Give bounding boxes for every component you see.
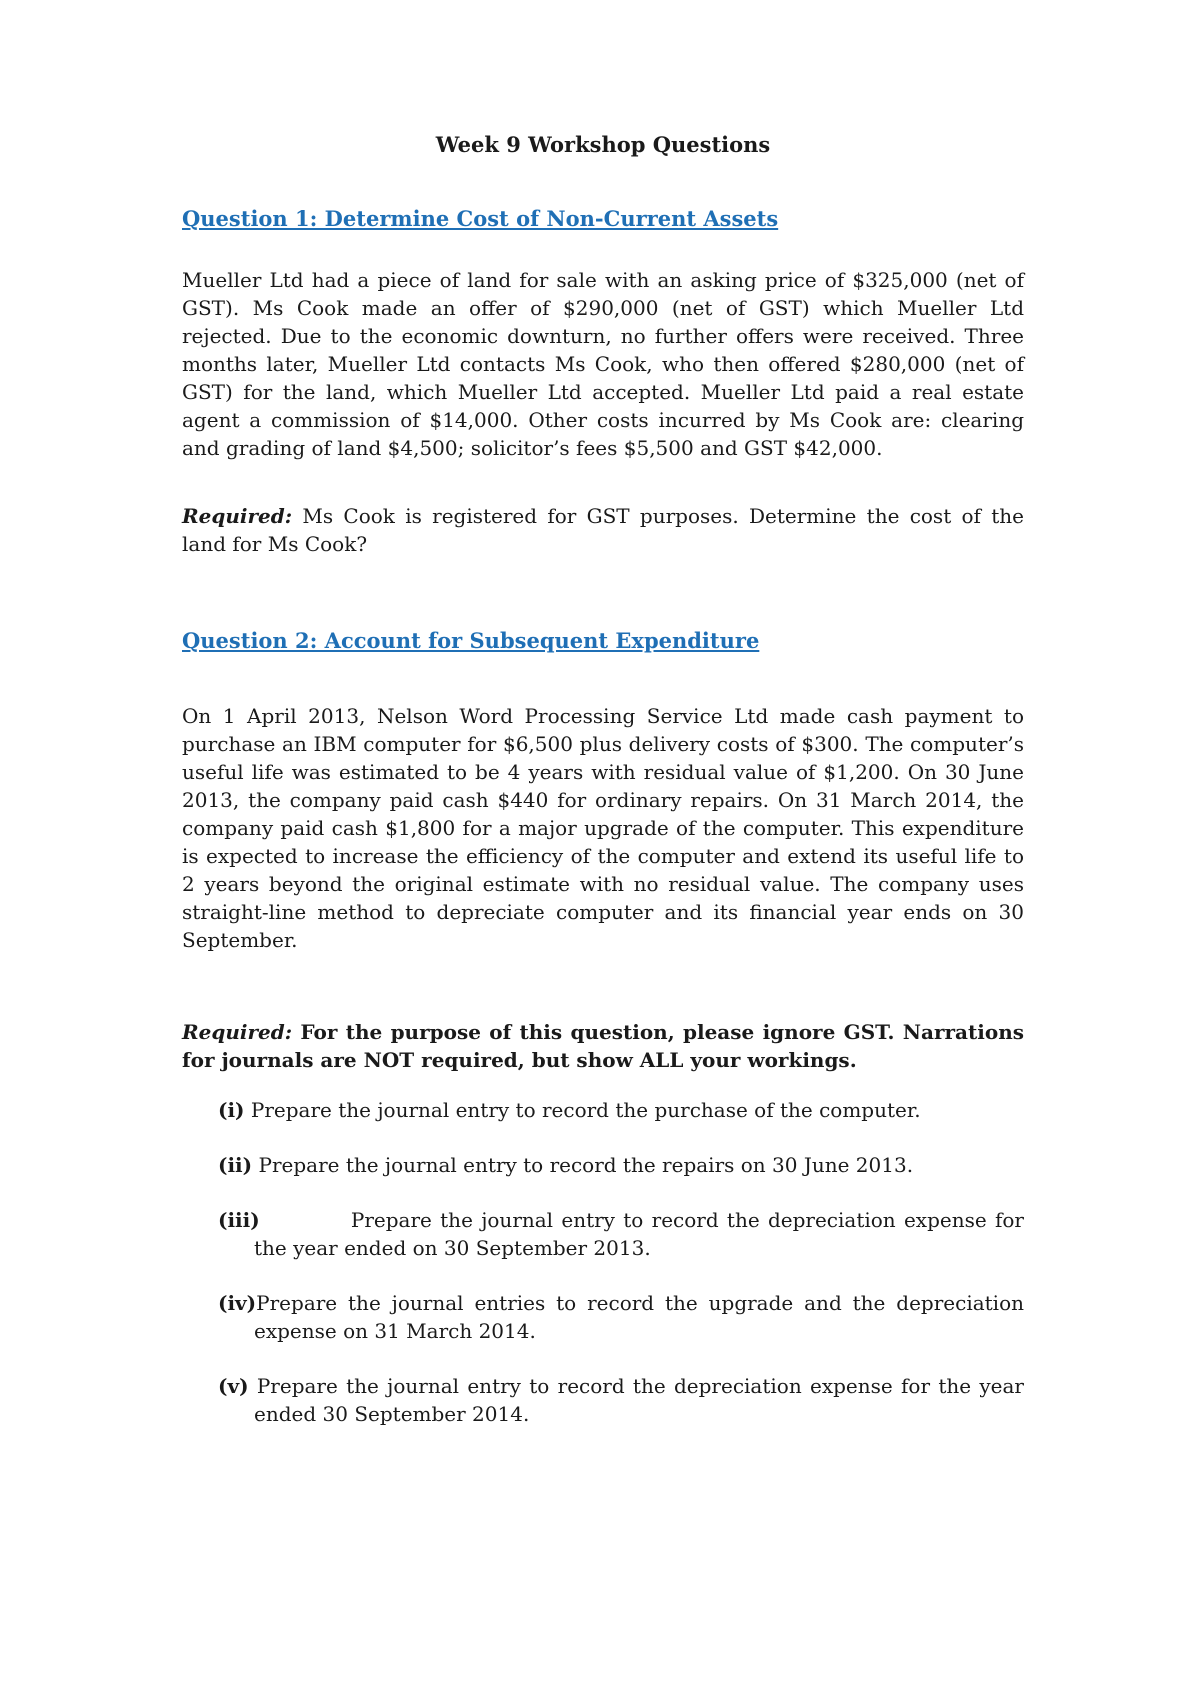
list-item-text: Prepare the journal entries to record the upgrade and the depreciation expense on 31 March 2014. xyxy=(254,1291,1024,1343)
question-1-required xyxy=(182,502,1024,558)
spacer xyxy=(182,656,1024,702)
document-page xyxy=(182,130,1031,1455)
question-1-heading: Question 1: Determine Cost of Non-Current Assets xyxy=(182,206,779,231)
required-label: Required: xyxy=(182,504,293,528)
question-2-body: On 1 April 2013, Nelson Word Processing Service Ltd made cash payment to purchase an IBM computer for $6,500 plus delivery costs of $300. The computer’s useful life was estimated to be 4 years with residual value of $1,200. On 30 June 2013, the company paid cash $440 for ordinary repairs. On 31 March 2014, the company paid cash $1,800 for a major upgrade of the computer. This expenditure is expected to increase the efficiency of the computer and extend its useful life to 2 years beyond the original estimate with no residual value. The company uses straight-line method to depreciate computer and its financial year ends on 30 September. xyxy=(182,704,1024,952)
list-marker: (ii) xyxy=(218,1153,253,1177)
list-marker: (iii) xyxy=(218,1208,260,1232)
list-marker: (i) xyxy=(218,1098,245,1122)
task-list xyxy=(218,1096,1031,1428)
list-marker: (v) xyxy=(218,1374,249,1398)
required-text: Ms Cook is registered for GST purposes. Determine the cost of the land for Ms Cook? xyxy=(182,504,1024,556)
spacer xyxy=(182,954,1024,1018)
question-2-required xyxy=(182,1018,1024,1074)
list-marker: (iv) xyxy=(218,1291,257,1315)
list-item-text: Prepare the journal entry to record the purchase of the computer. xyxy=(244,1098,921,1122)
question-2-heading: Question 2: Account for Subsequent Expenditure xyxy=(182,628,760,653)
required-label: Required: xyxy=(182,1020,293,1044)
spacer xyxy=(182,462,1024,502)
list-item xyxy=(218,1289,1024,1345)
required-text: For the purpose of this question, please ignore GST. Narrations for journals are NOT required, but show ALL your workings. xyxy=(182,1020,1024,1072)
list-item-text: Prepare the journal entry to record the depreciation expense for the year ended on 30 September 2013. xyxy=(254,1208,1031,1260)
list-item xyxy=(218,1372,1024,1428)
list-item xyxy=(218,1151,1024,1179)
document-title: Week 9 Workshop Questions xyxy=(435,132,771,157)
spacer xyxy=(182,1074,1024,1096)
list-item-text: Prepare the journal entry to record the depreciation expense for the year ended 30 September 2014. xyxy=(248,1374,1024,1426)
list-item xyxy=(218,1206,1031,1262)
spacer xyxy=(182,234,1024,266)
list-item-text: Prepare the journal entry to record the repairs on 30 June 2013. xyxy=(252,1153,914,1177)
question-1-body: Mueller Ltd had a piece of land for sale with an asking price of $325,000 (net of GST). Ms Cook made an offer of $290,000 (net of GST) which Mueller Ltd rejected. Due to the economic downturn, no further offers were received. Three months later, Mueller Ltd contacts Ms Cook, who then offered $280,000 (net of GST) for the land, which Mueller Ltd accepted. Mueller Ltd paid a real estate agent a commission of $14,000. Other costs incurred by Ms Cook are: clearing and grading of land $4,500; solicitor’s fees $5,500 and GST $42,000. xyxy=(182,268,1024,460)
spacer xyxy=(182,558,1024,626)
list-item xyxy=(218,1096,1024,1124)
